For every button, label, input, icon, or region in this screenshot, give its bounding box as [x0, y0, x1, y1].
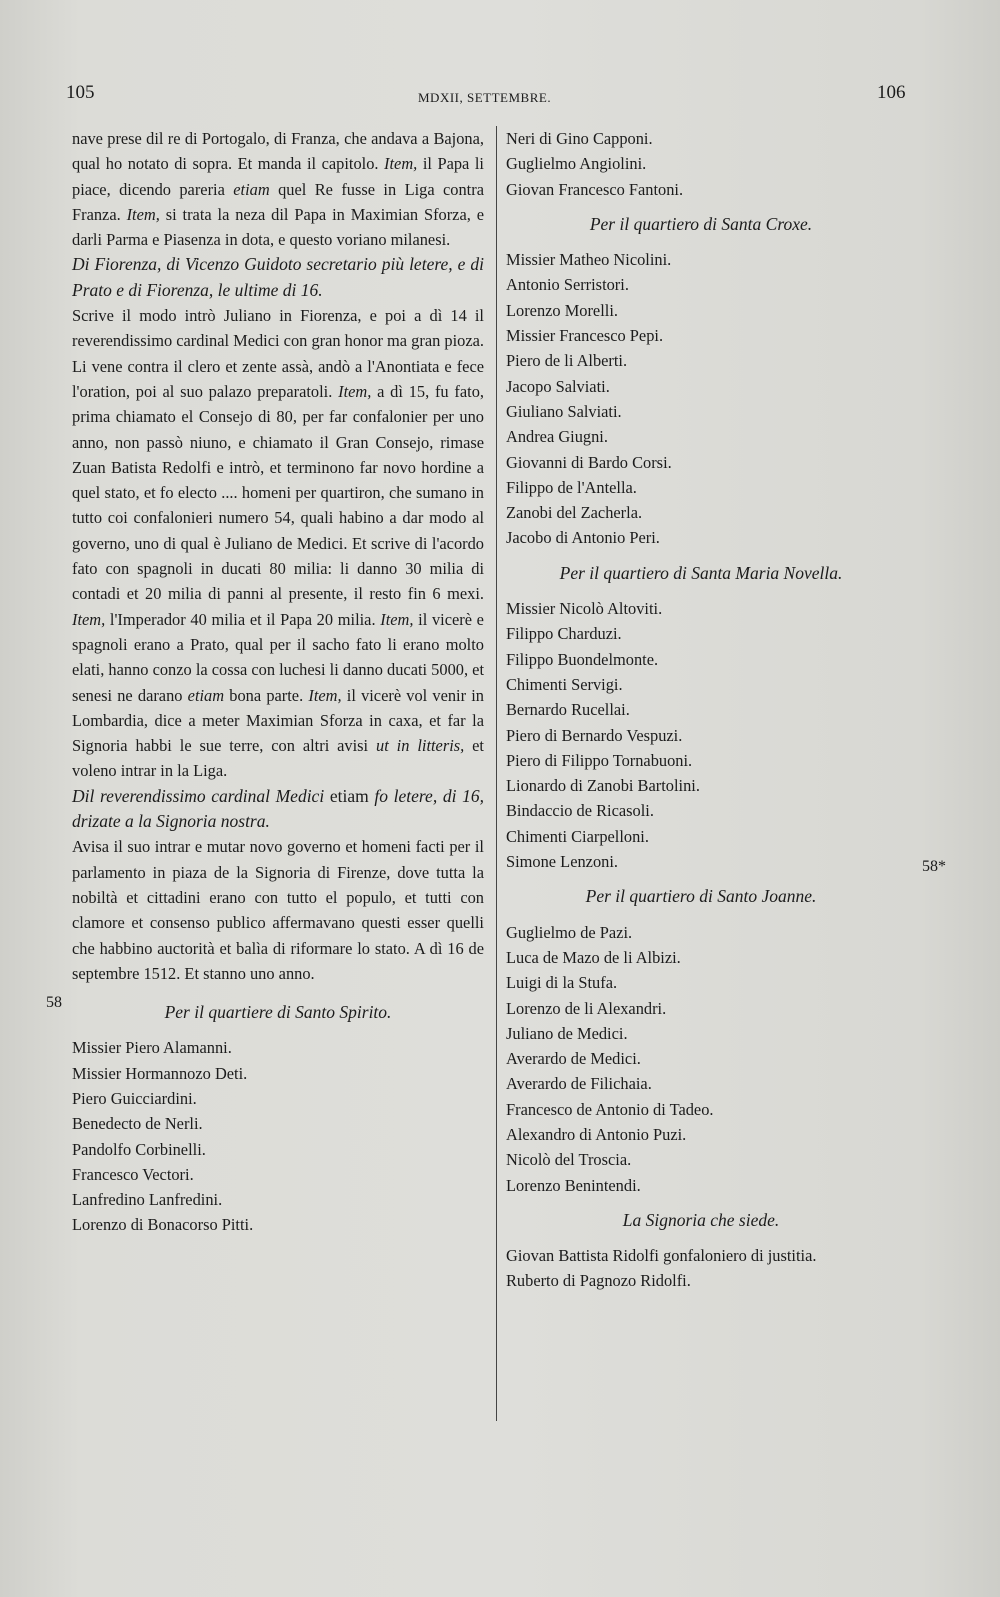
- text-span: l'Imperador 40 milia et il Papa 20 milia.: [109, 609, 376, 629]
- margin-note-left: 58: [46, 994, 62, 1011]
- list-item: Bernardo Rucellai.: [506, 700, 630, 720]
- list-item: Zanobi del Zacherla.: [506, 503, 643, 523]
- italic-item: Item,: [384, 154, 418, 174]
- list-item: Giuliano Salviati.: [506, 401, 622, 421]
- right-column: [506, 126, 896, 1294]
- list-item: Missier Francesco Pepi.: [506, 326, 664, 346]
- list-item: Neri di Gino Capponi.: [506, 129, 653, 148]
- text-span: etiam: [329, 785, 369, 806]
- list-item: Piero di Bernardo Vespuzi.: [506, 725, 683, 745]
- list-item: Missier Matheo Nicolini.: [506, 250, 672, 270]
- list-item: Piero di Filippo Tornabuoni.: [506, 750, 693, 770]
- list-item: Giovan Battista Ridolfi gonfaloniero di justitia.: [506, 1246, 817, 1266]
- heading-cardinal-medici: [72, 784, 484, 835]
- italic-item: Item,: [338, 381, 372, 401]
- page-number-right: 106: [877, 82, 906, 103]
- italic-ut-in-litteris: ut in litteris,: [376, 736, 465, 756]
- list-item: Lorenzo Morelli.: [506, 300, 618, 320]
- list-santo-spirito: [72, 1035, 484, 1237]
- list-item: Lanfredino Lanfredini.: [72, 1190, 223, 1210]
- list-item: Filippo de l'Antella.: [506, 477, 637, 497]
- list-item: Luigi di la Stufa.: [506, 973, 618, 993]
- list-item: Chimenti Ciarpelloni.: [506, 826, 649, 846]
- list-item: Chimenti Servigi.: [506, 674, 623, 694]
- list-item: Averardo de Filichaia.: [506, 1074, 652, 1094]
- text-span: fo letere, di 16, drizate a la Signoria nostra.: [72, 785, 484, 832]
- list-item: Guglielmo de Pazi.: [506, 922, 633, 942]
- heading-fiorenza: Di Fiorenza, di Vicenzo Guidoto secretario più letere, e di Prato e di Fiorenza, le ultime di 16.: [72, 254, 484, 300]
- column-divider: [496, 126, 497, 1421]
- list-santa-maria-novella: [506, 596, 896, 874]
- text-span: et voleno intrar in la Liga.: [72, 736, 484, 781]
- list-top-names: [506, 126, 896, 202]
- list-item: Piero Guicciardini.: [72, 1088, 197, 1108]
- list-item: Pandolfo Corbinelli.: [72, 1139, 206, 1159]
- list-item: Lionardo di Zanobi Bartolini.: [506, 776, 700, 796]
- list-item: Benedecto de Nerli.: [72, 1114, 203, 1134]
- text-span: si trata la neza dil Papa in Maximian Sforza, e darli Parma e Piasenza in dota, e questo voriano milanesi.: [72, 204, 484, 250]
- list-santa-croxe: [506, 247, 896, 551]
- text-span: il vicerè e spagnoli erano a Prato, qual per il sacho fato li erano molto elati, hanno conzo la cossa con luchesi li danno ducati 5000, et senesi ne darano: [72, 609, 484, 705]
- italic-etiam: etiam: [187, 685, 225, 705]
- heading-santo-joanne: Per il quartiero di Santo Joanne.: [585, 886, 817, 907]
- running-head: MDXII, SETTEMBRE.: [418, 90, 552, 105]
- list-item: Filippo Buondelmonte.: [506, 649, 659, 669]
- margin-note-right: 58*: [922, 858, 946, 875]
- list-item: Bindaccio de Ricasoli.: [506, 801, 654, 821]
- list-item: Missier Piero Alamanni.: [72, 1038, 232, 1058]
- italic-item: Item,: [72, 609, 106, 629]
- list-item: Lorenzo di Bonacorso Pitti.: [72, 1215, 254, 1235]
- list-item: Nicolò del Troscia.: [506, 1150, 632, 1170]
- paragraph-juliano: [72, 303, 484, 784]
- italic-item: Item,: [308, 685, 342, 705]
- list-item: Ruberto di Pagnozo Ridolfi.: [506, 1271, 691, 1291]
- text-span: Scrive il modo intrò Juliano in Fiorenza, e poi a dì 14 il reverendissimo cardinal Medici con gran honor ma gran pioza. Li vene contra il clero et zente assà, andò a l'Anontiata e fece l'oration, poi al suo palazo preparatoli.: [72, 306, 484, 401]
- text-span: Dil reverendissimo cardinal Medici: [72, 785, 325, 806]
- heading-santa-croxe: Per il quartiero di Santa Croxe.: [589, 213, 813, 234]
- list-item: Andrea Giugni.: [506, 427, 608, 447]
- list-item: Jacopo Salviati.: [506, 376, 610, 396]
- list-item: Lorenzo Benintendi.: [506, 1175, 641, 1195]
- list-signoria: [506, 1243, 896, 1294]
- list-item: Giovan Francesco Fantoni.: [506, 179, 684, 199]
- list-item: Missier Nicolò Altoviti.: [506, 599, 663, 619]
- list-item: Francesco Vectori.: [72, 1164, 194, 1184]
- list-item: Piero de li Alberti.: [506, 351, 628, 371]
- heading-signoria: La Signoria che siede.: [622, 1209, 780, 1230]
- paragraph-portogalo: [72, 126, 484, 252]
- italic-item: Item,: [380, 609, 414, 629]
- text-span: il Papa li piace, dicendo pareria: [72, 154, 484, 199]
- list-item: Juliano de Medici.: [506, 1023, 628, 1043]
- list-item: Antonio Serristori.: [506, 275, 629, 295]
- list-item: Alexandro di Antonio Puzi.: [506, 1124, 687, 1144]
- list-santo-joanne: [506, 920, 896, 1198]
- list-item: Giovanni di Bardo Corsi.: [506, 452, 672, 472]
- list-item: Jacobo di Antonio Peri.: [506, 528, 660, 548]
- text-span: bona parte.: [229, 685, 304, 705]
- list-item: Simone Lenzoni.: [506, 852, 618, 872]
- left-column: [72, 126, 484, 1238]
- text-span: a dì 15, fu fato, prima chiamato el Consejo di 80, per far confalonier per uno anno, non passò niuno, e chiamato il Gran Consejo, rimase Zuan Batista Redolfi e intrò, et terminono far novo hordine a quel stato, et fo electo .... homeni per quartiron, che sumano in tutto coi confalonieri numero 54, quali habino a dar modo al governo, uno di qual è Juliano de Medici. Et scrive di l'acordo fato con spagnoli in ducati 80 milia: li danno 30 milia di contadi et 20 milia di panni al presente, il resto fin 6 mexi.: [72, 381, 484, 604]
- list-item: Averardo de Medici.: [506, 1049, 641, 1069]
- text-span: nave prese dil re di Portogalo, di Franza, che andava a Bajona, qual ho notato di sopra. Et manda il capitolo.: [72, 129, 484, 174]
- list-item: Lorenzo de li Alexandri.: [506, 998, 667, 1018]
- page-number-left: 105: [66, 82, 95, 103]
- heading-santo-spirito: Per il quartiere di Santo Spirito.: [164, 1002, 392, 1023]
- text-span: il vicerè vol venir in Lombardia, dice a meter Maximian Sforza in caxa, et far la Signoria habbi le sue terre, con altri avisi: [72, 685, 484, 756]
- list-item: Francesco de Antonio di Tadeo.: [506, 1099, 714, 1119]
- list-item: Guglielmo Angiolini.: [506, 154, 647, 174]
- italic-item: Item,: [126, 204, 160, 224]
- paragraph-avisa: Avisa il suo intrar e mutar novo governo et homeni facti per il parlamento in piaza de la Signoria di Firenze, dove tutta la nobiltà et cittadini erano con tutto el populo, et tutti con clamore et consenso publico affermavano questi esser quelli che habbino auctorità et balìa di riformare lo stato. A dì 16 de septembre 1512. Et stanno uno anno.: [72, 837, 484, 983]
- text-span: quel Re fusse in Liga contra Franza.: [72, 179, 484, 224]
- list-item: Luca de Mazo de li Albizi.: [506, 947, 681, 967]
- italic-etiam: etiam: [233, 179, 270, 199]
- list-item: Filippo Charduzi.: [506, 624, 622, 644]
- heading-santa-maria-novella: Per il quartiero di Santa Maria Novella.: [559, 562, 843, 583]
- list-item: Missier Hormannozo Deti.: [72, 1063, 248, 1083]
